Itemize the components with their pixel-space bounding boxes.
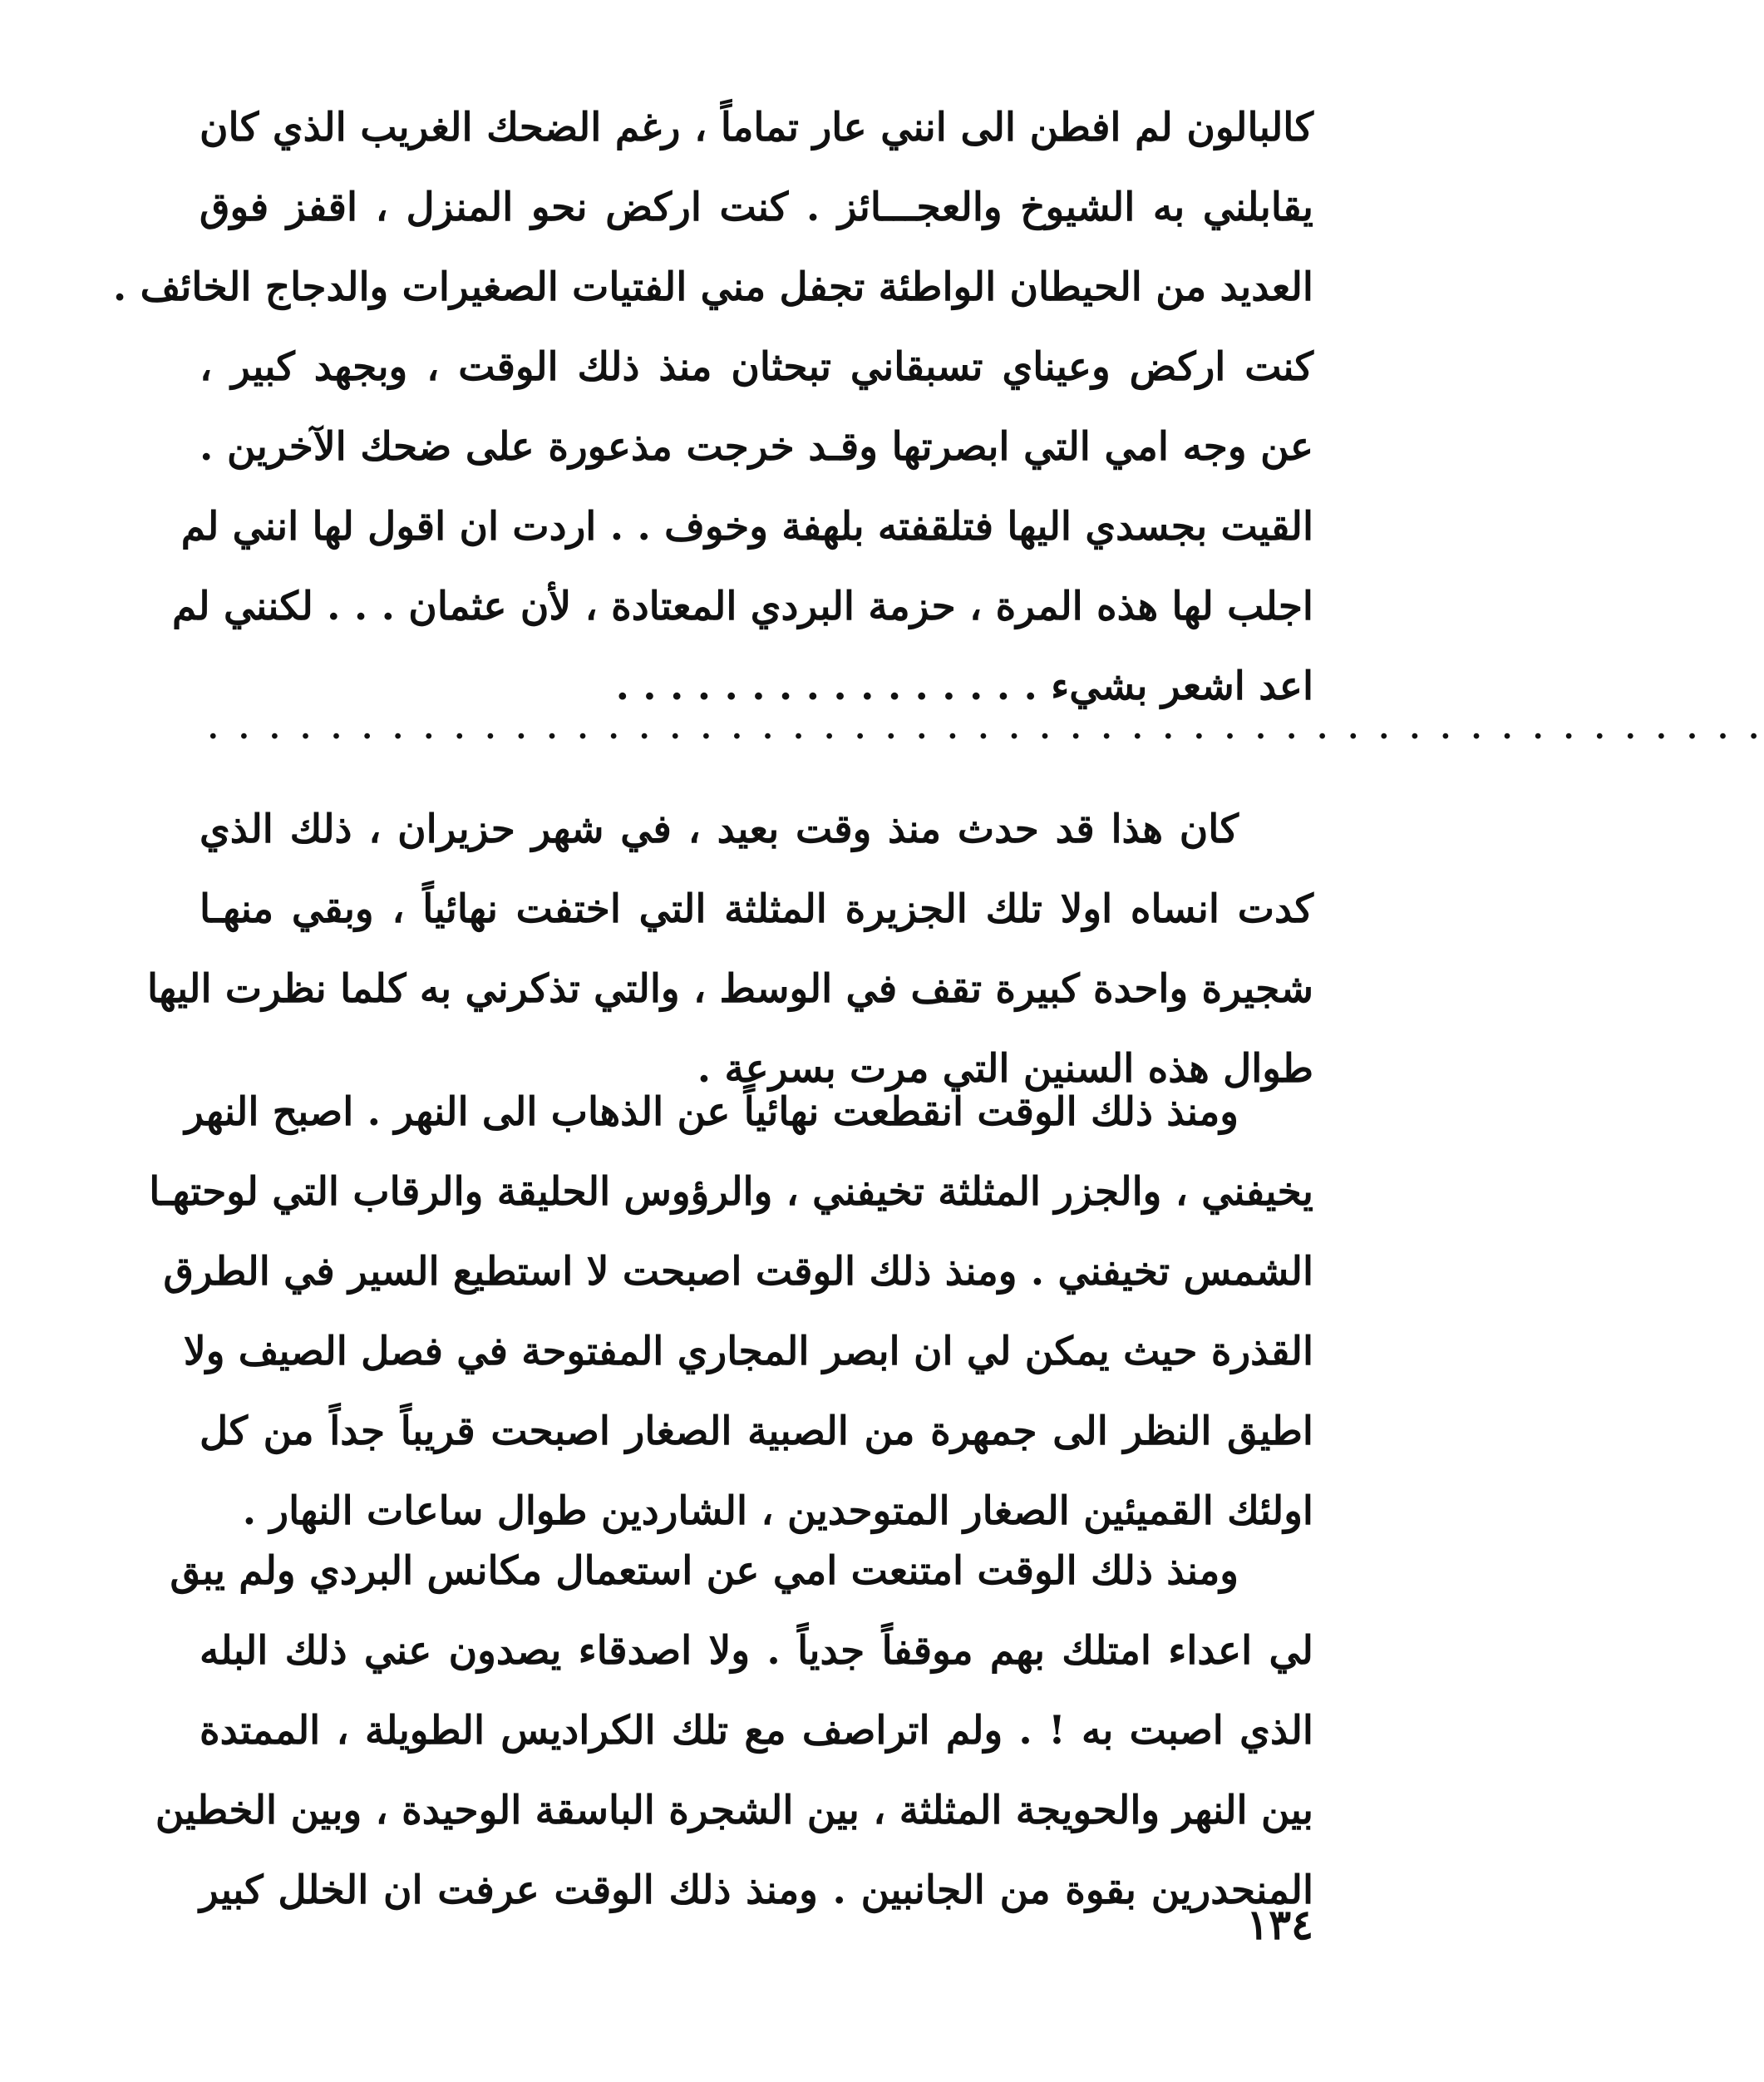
text-line: القيت بجسدي اليها فتلقفته بلهفة وخوف . . اردت ان اقول لها انني لم — [180, 504, 1313, 550]
page-number: ١٣٤ — [1246, 1900, 1313, 1949]
text-line: عن وجه امي التي ابصرتها وقـد خرجت مذعورة على ضحك الآخرين . — [200, 424, 1313, 470]
text-line: ومنذ ذلك الوقت امتنعت امي عن استعمال مكانس البردي ولم يبق — [170, 1548, 1239, 1594]
text-line: طوال هذه السنين التي مرت بسرعة . — [697, 1046, 1313, 1092]
text-line: بين النهر والحويجة المثلثة ، بين الشجرة الباسقة الوحيدة ، وبين الخطين — [155, 1788, 1313, 1833]
text-line: اعد اشعر بشيء . . . . . . . . . . . . . . . . — [615, 664, 1313, 709]
text-line: الذي اصبت به ! . ولم اتراصف مع تلك الكراديس الطويلة ، الممتدة — [200, 1708, 1313, 1754]
text-line: شجيرة واحدة كبيرة تقف في الوسط ، والتي تذكرني به كلما نظرت اليها — [146, 966, 1313, 1012]
text-line: يقابلني به الشيوخ والعجـــائز . كنت اركض نحو المنزل ، اقفز فوق — [200, 185, 1313, 230]
paragraph-3 — [149, 1073, 1313, 1552]
text-line: العديد من الحيطان الواطئة تجفل مني الفتيات الصغيرات والدجاج الخائف . — [112, 264, 1313, 310]
text-line: اولئك القميئين الصغار المتوحدين ، الشاردين طوال ساعات النهار . — [242, 1488, 1313, 1534]
text-line: لي اعداء امتلك بهم موقفاً جدياً . ولا اصدقاء يصدون عني ذلك البله — [200, 1628, 1313, 1674]
text-line: اجلب لها هذه المرة ، حزمة البردي المعتادة ، لأن عثمان . . . لكنني لم — [171, 584, 1313, 629]
text-line: كان هذا قد حدث منذ وقت بعيد ، في شهر حزيران ، ذلك الذي — [200, 807, 1239, 852]
paragraph-1 — [112, 88, 1313, 727]
paragraph-2 — [146, 790, 1313, 1109]
text-line: كنت اركض وعيناي تسبقاني تبحثان منذ ذلك الوقت ، وبجهد كبير ، — [200, 344, 1313, 390]
text-line: يخيفني ، والجزر المثلثة تخيفني ، والرؤوس الحليقة والرقاب التي لوحتهـا — [149, 1169, 1313, 1215]
text-line: الشمس تخيفني . ومنذ ذلك الوقت اصبحت لا استطيع السير في الطرق — [163, 1249, 1313, 1295]
text-line: المنحدرين بقوة من الجانبين . ومنذ ذلك الوقت عرفت ان الخلل كبير — [200, 1867, 1313, 1913]
text-line: كالبالون لم افطن الى انني عار تماماً ، رغم الضحك الغريب الذي كان — [200, 105, 1313, 150]
text-line: ومنذ ذلك الوقت انقطعت نهائياً عن الذهاب الى النهر . اصبح النهر — [185, 1089, 1239, 1135]
dotted-separator: . . . . . . . . . . . . . . . . . . . . . . . . . . . . . . . . . . . . . . . . . . . . . . . . . . . — [208, 711, 1764, 746]
text-line: كدت انساه اولا تلك الجزيرة المثلثة التي اختفت نهائياً ، وبقي منهـا — [200, 886, 1313, 932]
paragraph-4 — [155, 1532, 1313, 1931]
text-line: القذرة حيث يمكن لي ان ابصر المجاري المفتوحة في فصل الصيف ولا — [183, 1329, 1313, 1374]
text-line: اطيق النظر الى جمهرة من الصبية الصغار اصبحت قريباً جداً من كل — [200, 1409, 1313, 1454]
